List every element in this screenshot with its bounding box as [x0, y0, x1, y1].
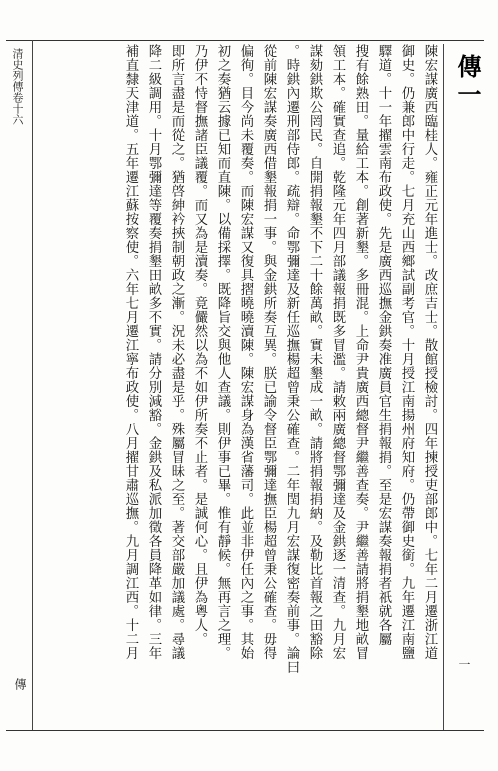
- title-column: [443, 44, 484, 730]
- text-column: 補直隸天津道。五年遷江蘇按察使。六年七月遷江寧布政使。八月擢甘肅巡撫。九月調江西。十二月: [123, 44, 138, 660]
- text-column: 謀劾鉷欺公罔民。自開捐報墾不下二十餘萬畝。實未墾成一畝。請將捐報捐納。及勒比首報之田豁除: [307, 44, 322, 660]
- body-text: [36, 44, 440, 730]
- text-column: 乃伊不恃督撫諸臣議覆。而又為是瀆奏。竟儼然以為不如伊所奏不止者。是誠何心。且伊為粵人。: [192, 44, 207, 646]
- text-column: 驛道。十一年擢雲南布政使。先是廣西巡撫金鉷奏准廣員官生捐報捐。至是宏謀奏報捐者祇就各屬: [376, 44, 391, 646]
- text-column: 偏徇。目今尚未覆奏。而陳宏謀又復具摺曉曉瀆陳。陳宏謀身為漢省藩司。此並非伊任內之事。其始: [238, 44, 253, 660]
- text-column: 從前陳宏謀奏廣西借墾報捐一事。與金鉷所奏互異。朕已諭令督臣鄂彌達撫臣楊超曾秉公確查。毋得: [261, 44, 276, 660]
- top-rule: [6, 40, 484, 41]
- text-column: 初之奏猶云據已知而直陳。以備採擇。既降旨交與他人查議。則伊事已畢。惟有靜候。無再言之理。: [215, 44, 230, 660]
- text-column: 陳宏謀廣西臨桂人。雍正元年進士。改庶吉士。散館授檢討。四年揀授吏部郎中。七年二月遷浙江道: [422, 44, 437, 660]
- margin-page-label: 傳: [13, 678, 27, 690]
- section-title: 傳一: [453, 54, 482, 110]
- text-column: 即所言盡是而從之。猶啓紳衿挾制朝政之漸。況未必盡是乎。殊屬冒昧之至。著交部嚴加議處。尋議: [169, 44, 184, 660]
- bottom-rule: [6, 730, 484, 731]
- left-margin: [6, 40, 33, 730]
- text-column: 。時鉷內遷刑部侍郎。疏辯。命鄂彌達及新任巡撫楊超曾秉公確查。二年閏九月宏謀復密奏前事。論曰: [284, 44, 299, 674]
- column-marker: 一: [457, 658, 471, 670]
- text-column: 搜有餘熟田。量給工本。創著新墾。多冊混。上命尹貴廣西總督尹繼善查奏。尹繼善請將捐墾地畝冒: [353, 44, 368, 660]
- text-column: 降二級調用。十月鄂彌達等覆奏捐墾田畝多不實。請分別減豁。金鉷及私派加徵各員降革如律。三年: [146, 44, 161, 660]
- text-column: 領工本。確實查追。乾隆元年四月部議報捐既多冒濫。請敕兩廣總督鄂彌達及金鉷逐一清查。九月宏: [330, 44, 345, 660]
- running-header: 清史列傳卷十六: [11, 48, 24, 125]
- text-column: 御史。仍兼郎中行走。七月充山西鄉試副考官。十月授江南揚州府知府。仍帶御史銜。九年遷江南鹽: [399, 44, 414, 660]
